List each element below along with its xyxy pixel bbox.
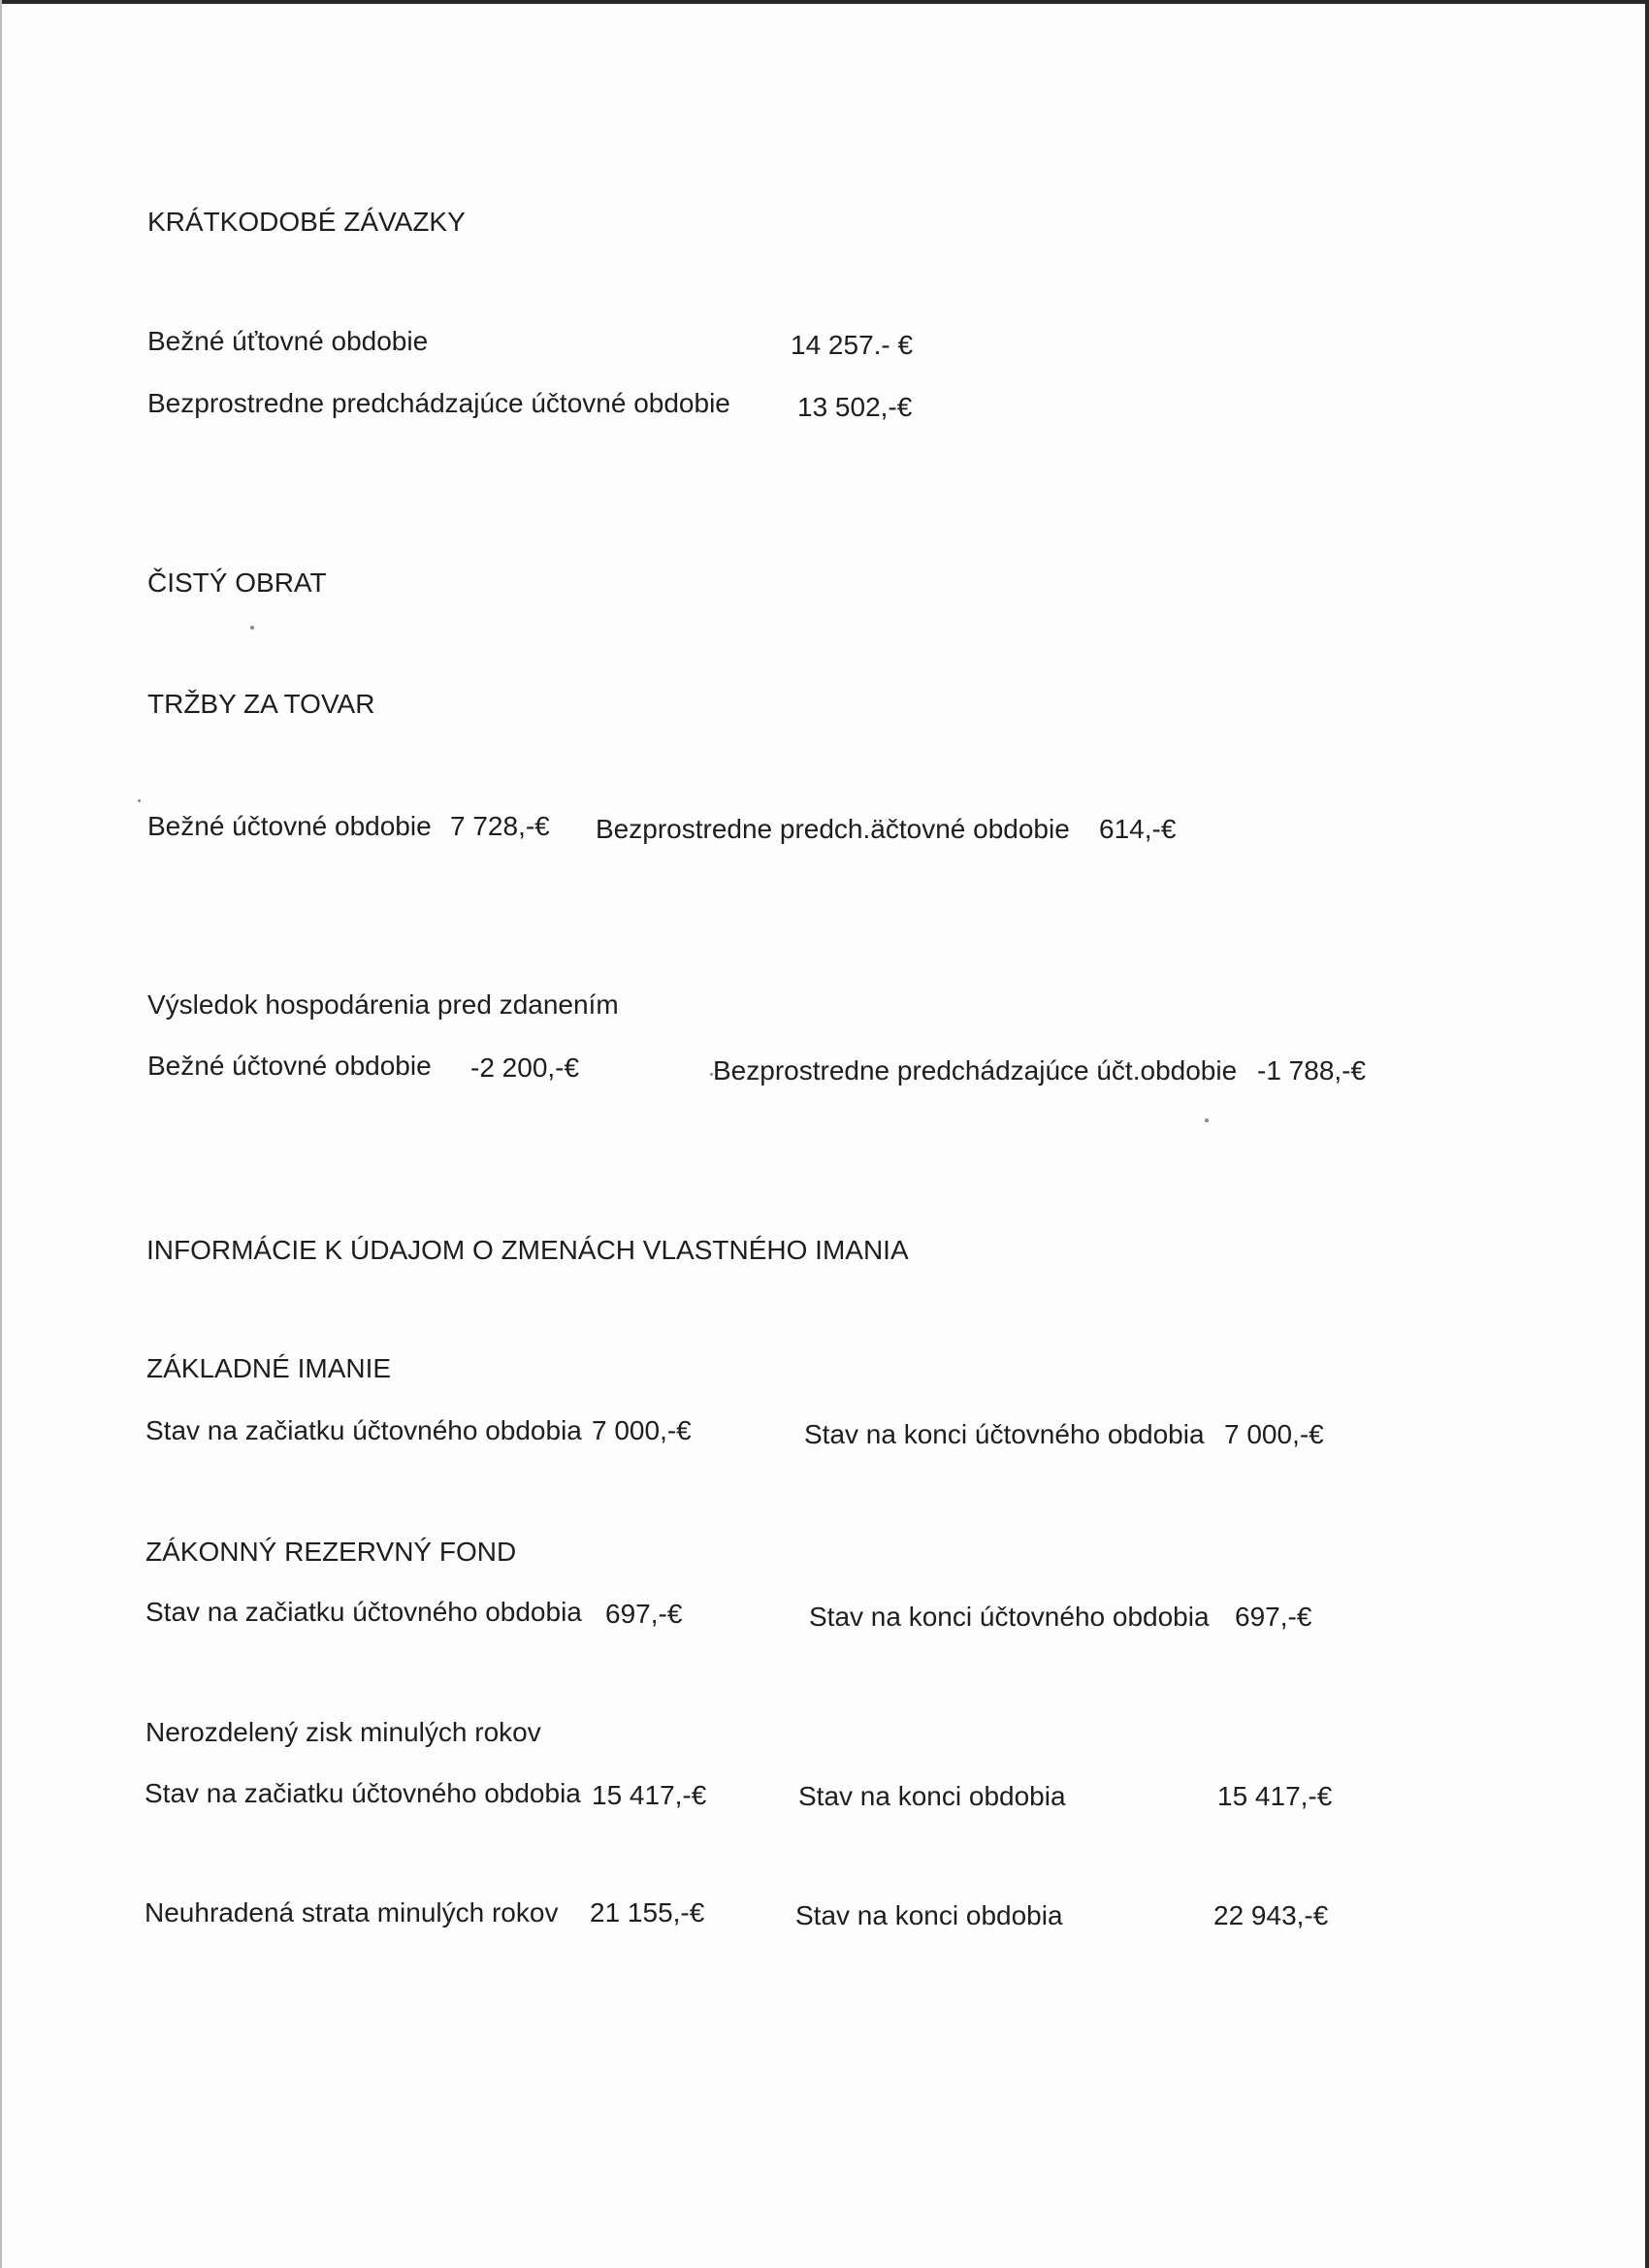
net-turnover-heading: ČISTÝ OBRAT [147, 567, 327, 598]
unpaid-loss-end-value: 22 943,-€ [1213, 1900, 1329, 1930]
sales-of-goods-heading: TRŽBY ZA TOVAR [147, 689, 375, 719]
sales-previous-label: Bezprostredne predch.äčtovné obdobie [596, 814, 1070, 844]
sales-previous-value: 614,-€ [1099, 814, 1177, 844]
retained-earnings-end-value: 15 417,-€ [1217, 1781, 1333, 1811]
short-term-liabilities-heading: KRÁTKODOBÉ ZÁVAZKY [147, 207, 466, 237]
unpaid-loss-end-label: Stav na konci obdobia [795, 1900, 1063, 1930]
scan-speck [138, 799, 141, 802]
legal-reserve-fund-heading: ZÁKONNÝ REZERVNÝ FOND [146, 1537, 517, 1567]
current-period-label: Bežné úťtovné obdobie [147, 326, 429, 356]
legal-reserve-start-value: 697,-€ [605, 1599, 683, 1629]
unpaid-loss-value: 21 155,-€ [590, 1897, 705, 1928]
scan-speck [250, 626, 254, 630]
current-period-value: 14 257.- € [791, 330, 914, 360]
sales-current-label: Bežné účtovné obdobie [147, 811, 432, 841]
legal-reserve-end-label: Stav na konci účtovného obdobia [809, 1602, 1210, 1632]
previous-period-value: 13 502,-€ [797, 392, 913, 422]
legal-reserve-end-value: 697,-€ [1235, 1602, 1312, 1632]
legal-reserve-start-label: Stav na začiatku účtovného obdobia [146, 1597, 582, 1627]
registered-capital-end-label: Stav na konci účtovného obdobia [804, 1419, 1205, 1449]
pretax-previous-value: -1 788,-€ [1257, 1055, 1367, 1085]
retained-earnings-start-value: 15 417,-€ [592, 1780, 707, 1810]
pretax-current-value: -2 200,-€ [470, 1053, 580, 1083]
sales-current-value: 7 728,-€ [450, 811, 550, 841]
scan-edge-right [1645, 0, 1649, 2268]
equity-changes-heading: INFORMÁCIE K ÚDAJOM O ZMENÁCH VLASTNÉHO IMANIA [146, 1235, 909, 1265]
scan-edge-left [0, 0, 2, 2268]
registered-capital-end-value: 7 000,-€ [1224, 1419, 1324, 1449]
retained-earnings-end-label: Stav na konci obdobia [798, 1781, 1066, 1811]
retained-earnings-start-label: Stav na začiatku účtovného obdobia [145, 1778, 581, 1808]
pretax-current-label: Bežné účtovné obdobie [147, 1051, 432, 1081]
scan-edge-top [0, 0, 1649, 4]
scan-speck [1205, 1118, 1209, 1122]
registered-capital-heading: ZÁKLADNÉ IMANIE [146, 1353, 392, 1383]
unpaid-loss-label: Neuhradená strata minulých rokov [145, 1897, 559, 1928]
registered-capital-start-value: 7 000,-€ [592, 1415, 692, 1445]
previous-period-label: Bezprostredne predchádzajúce účtovné obdobie [147, 388, 730, 418]
pretax-previous-label: Bezprostredne predchádzajúce účt.obdobie [713, 1055, 1238, 1085]
retained-earnings-heading: Nerozdelený zisk minulých rokov [146, 1717, 541, 1747]
pretax-result-heading: Výsledok hospodárenia pred zdanením [147, 989, 619, 1020]
registered-capital-start-label: Stav na začiatku účtovného obdobia [146, 1415, 582, 1445]
